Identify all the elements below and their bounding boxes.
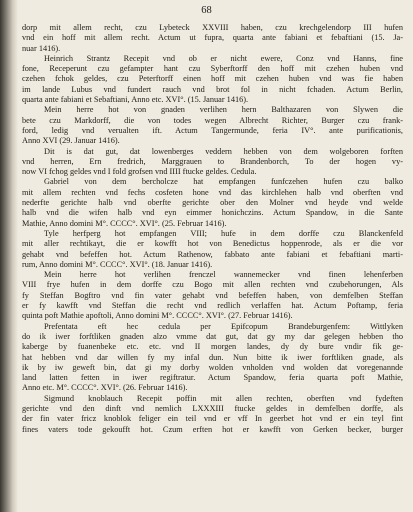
text-line: quinta poft Mathie apoftoli, Anno domini M°. CCCC°. XVI°. (27. Februar 1416).: [22, 311, 293, 321]
text-line: gehabt vnd befeffen hot. Actum Rathenow, fabbato ante fabiani et febaftiani marti-: [22, 249, 403, 259]
text-line: nuar 1416).: [22, 43, 61, 53]
text-line: vnd herren, Ern fredrich, Marggrauen to Brandenborch, To der hogen vy-: [22, 156, 403, 166]
page-text: [22, 23, 403, 435]
text-line: Prefentata eft hec cedula per Epifcopum Brandeburgenfem: Wittlyken: [44, 321, 403, 331]
text-line: now VI fchog geldes vnd I fold grofsen vnd IIII ftucke geldes. Cedula.: [22, 167, 257, 177]
text-line: hat hebben vnd dar willen fy my infal dun. Nun bitte ik iwer forftliken gnade, als: [22, 352, 403, 362]
text-line: fines vaters tode gekoufft hot. Czum erften hot er kawfft von Gerken becker, burger: [22, 424, 403, 434]
text-line: ford, ledig vnd verualten ift. Actum Tangermunde, feria IV°. ante purificationis,: [22, 125, 403, 135]
text-line: do ik iwer forftliken gnaden alzo vmme dat gut, dat gy my dar gelegen hebben tho: [22, 331, 403, 341]
page-number: 68: [201, 5, 212, 16]
text-line: gerichte vnd den dinft vnd nemlich LXXXIII ftucke geldes in demfelben dorffe, als: [22, 403, 403, 413]
text-line: Tyle herfperg hot empfangen VIII; hufe in dem dorffe czu Blanckenfeld: [44, 228, 403, 238]
text-line: nederfte gerichte halb vnd oberfte gerichte ober den Molner vnd heyde vnd welde: [22, 198, 403, 208]
text-line: Gabriel von dem bercholcze hat empfangen funfczehen hufen czu balko: [44, 177, 403, 187]
text-line: vnd ein hoff mit allem recht. Actum ut fupra, quarta ante fabiani et febaftiani (15. Ja-: [22, 33, 403, 43]
text-line: Dit is dat gut, dat lowenberges veddern hebben von dem wolgeboren forften: [44, 146, 403, 156]
text-line: czehen fchok geldes, czu Peterftorff einen hoff mit czehen huben vnd was fie haben: [22, 74, 403, 84]
text-line: VIII frye hufen in dem dorffe czu Bogo mit allen rechten vnd czubehorungen, Als: [22, 280, 403, 290]
text-line: rum, Anno domini M°. CCCC°. XVI°. (18. Januar 1416).: [22, 259, 213, 269]
text-line: er fy kawfft vnd Steffan die recht vnd redlich verlaffen hat. Actum Poftamp, feria: [22, 301, 403, 311]
text-line: halb vnd die wifen halb vnd eyn eimmer honichczins. Actum Spandow, in die Sante: [22, 208, 403, 218]
text-line: mit allem rechten vnd fechs cosfeten hone vnd das kirchlehen halb vnd oberften vnd: [22, 187, 403, 197]
text-line: quarta ante fabiani et Sebaftiani, Anno etc. XVI°. (15. Januar 1416).: [22, 95, 249, 105]
text-line: Anno etc. M°. CCCC°. XVI°. (26. Februar 1416).: [22, 383, 188, 393]
text-line: Mathie, Anno domini M°. CCCC°. XVI°. (25. Februar 1416).: [22, 218, 227, 228]
text-line: im lande Lubus vnd fundert rauch vnd brot fol in nicht fchaden. Actum Berlin,: [22, 84, 403, 94]
text-line: fone, Receperunt czu gefampter hant czu Syberftorff den hoff mit czehen huben vnd: [22, 64, 403, 74]
text-line: fy Steffan Bogftro vnd fin vater gehabt vnd befeffen haben, von demfelben Steffan: [22, 290, 403, 300]
text-line: mit aller rechtikayt, die er kowfft hot von Benedictus hoppenrode, als er die vor: [22, 239, 403, 249]
text-line: ik by iw geweft bin, dat gi my dorby wolden vnholden vnd wolden dat voregenannde: [22, 362, 403, 372]
text-line: kaberge by fuanenbeke etc. etc. vnd II morgen landes, dy dy bure vndir fik ge-: [22, 342, 403, 352]
text-line: Mein herre hot verlihen frenczel wannemecker vnd finen lehenferben: [44, 270, 403, 280]
text-line: Anno XVI (29. Januar 1416).: [22, 136, 120, 146]
text-line: Heinrich Strantz Recepit vnd ob er nicht ewere, Conz vnd Hanns, fine: [44, 53, 403, 63]
text-line: der fin vater fricz knoblok feliger ein teil vnd er vff In geerbet hot vnd er ein teyl fint: [22, 414, 403, 424]
text-line: dorp mit allem recht, czu Lybeteck XXVIII haben, czu krechgelendorp III hufen: [22, 23, 403, 32]
text-line: Sigmund knoblauch Recepit poffin mit allen rechten, oberften vnd fydeften: [44, 393, 403, 403]
text-line: Mein herre hot von gnaden verlihen hern Balthazaren von Slywen die: [44, 105, 403, 115]
text-line: land latten fetten in iwer regiftratur. Actum Spandow, feria quarta poft Mathie,: [22, 373, 403, 383]
text-line: bete czu Markdorff, die von todes wegen Albrecht Richter, Burger czu frank-: [22, 115, 403, 125]
